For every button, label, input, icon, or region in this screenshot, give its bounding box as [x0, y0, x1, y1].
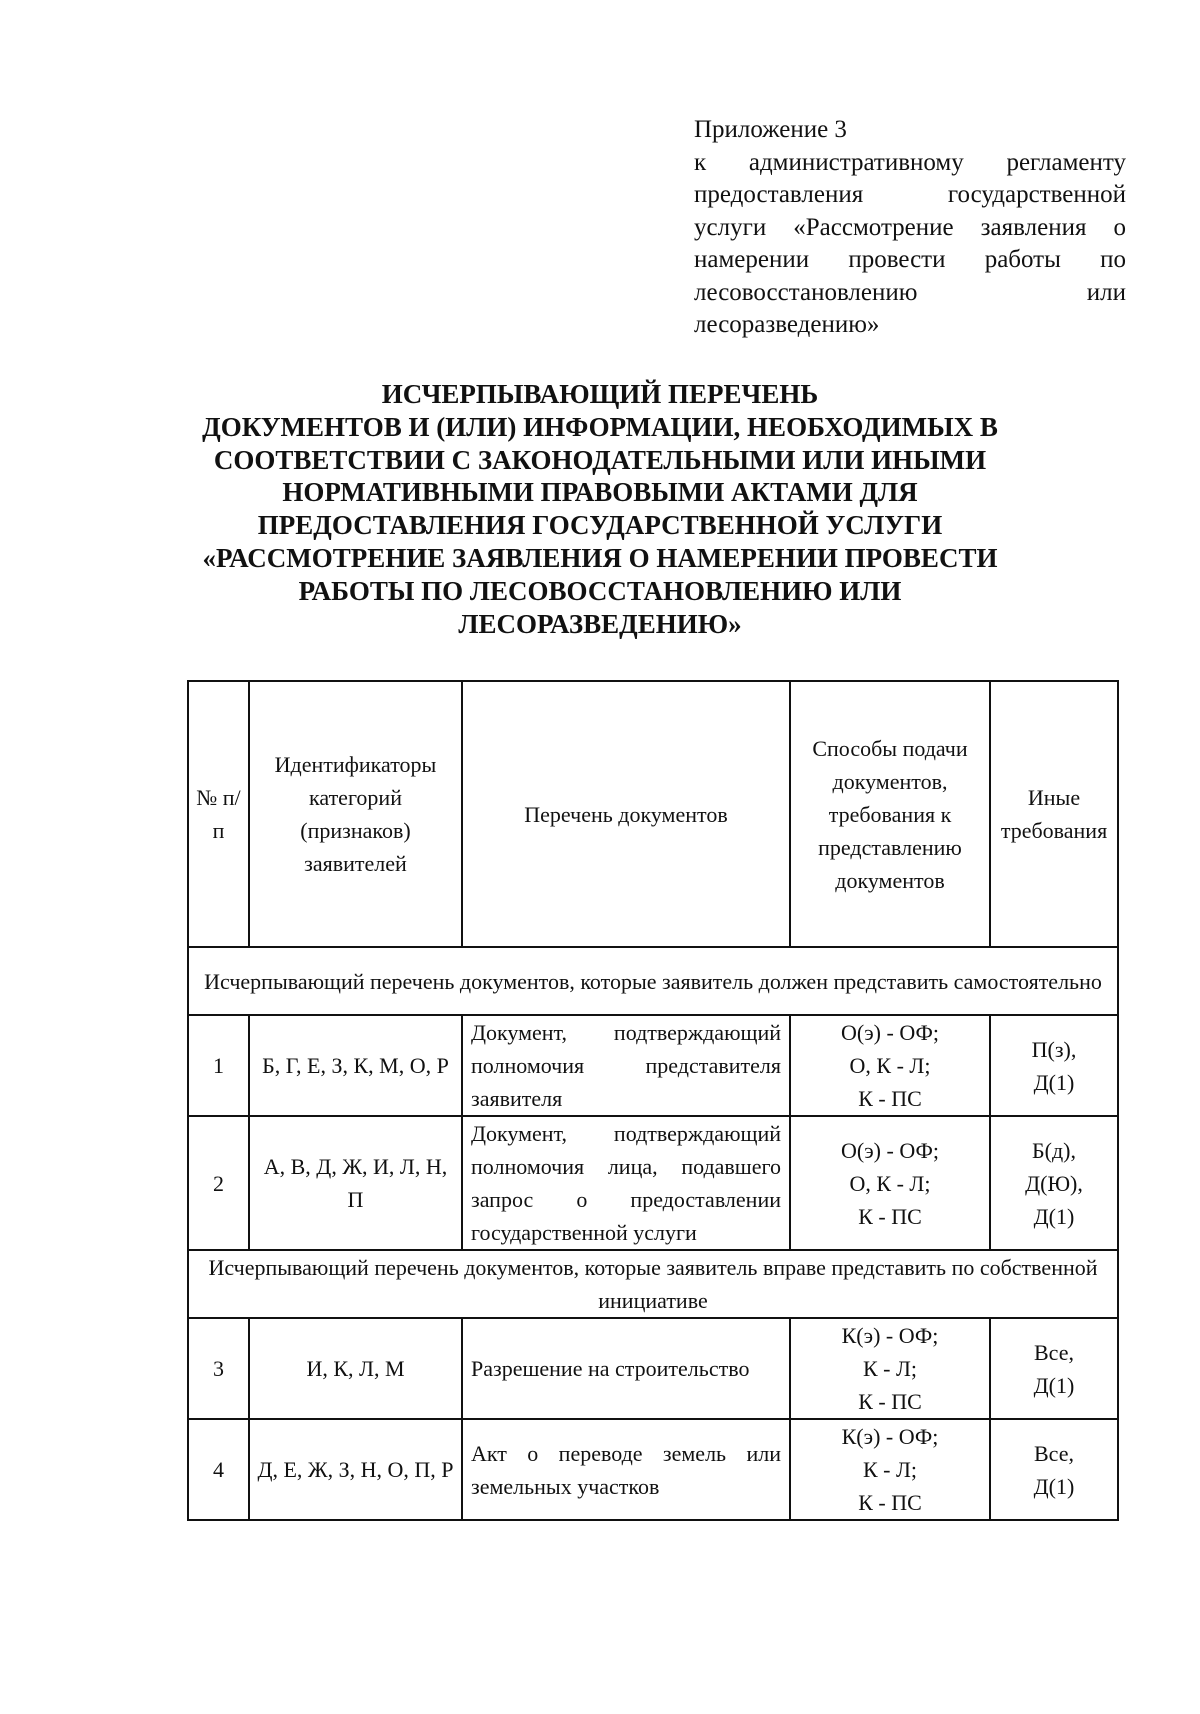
method-line: О, К - Л; [849, 1170, 931, 1196]
method-line: К - ПС [858, 1203, 922, 1229]
row-document: Документ, подтверждающий полномочия лица, подавшего запрос о предоставлении государственной услуги [462, 1116, 790, 1250]
table-row [188, 1116, 1118, 1250]
header-submission-methods: Способы подачи документов, требования к представлению документов [790, 681, 990, 947]
method-line: О(э) - ОФ; [841, 1020, 939, 1045]
requirement-line: Все, [1034, 1440, 1074, 1466]
requirement-line: П(з), [1031, 1036, 1077, 1062]
row-num: 1 [188, 1015, 249, 1116]
header-num: № п/п [188, 681, 249, 947]
row-applicant-ids: И, К, Л, М [249, 1318, 462, 1419]
row-document: Акт о переводе земель или земельных участков [462, 1419, 790, 1520]
section-row-mandatory [188, 947, 1118, 1015]
annex-block [694, 114, 1126, 342]
title-line: СООТВЕТСТВИИ С ЗАКОНОДАТЕЛЬНЫМИ ИЛИ ИНЫМИ [213, 444, 987, 475]
document-title [150, 378, 1050, 640]
header-other-requirements: Иные требования [990, 681, 1118, 947]
section-heading: Исчерпывающий перечень документов, которые заявитель вправе представить по собственной инициативе [188, 1250, 1118, 1318]
annex-line: лесоразведению» [694, 311, 880, 338]
row-num: 3 [188, 1318, 249, 1419]
title-line: РАБОТЫ ПО ЛЕСОВОССТАНОВЛЕНИЮ ИЛИ [298, 575, 902, 606]
section-row-optional [188, 1250, 1118, 1318]
method-line: О, К - Л; [849, 1053, 931, 1078]
requirement-line: Д(Ю), [1025, 1170, 1083, 1196]
table-row [188, 1419, 1118, 1520]
row-num: 2 [188, 1116, 249, 1250]
row-applicant-ids: Б, Г, Е, З, К, М, О, Р [249, 1015, 462, 1116]
method-line: К - ПС [858, 1490, 922, 1515]
title-line: НОРМАТИВНЫМИ ПРАВОВЫМИ АКТАМИ ДЛЯ [282, 477, 918, 508]
row-num: 4 [188, 1419, 249, 1520]
requirement-line: Д(1) [1033, 1473, 1075, 1499]
annex-line: намерении провести работы по [694, 246, 1126, 273]
method-line: О(э) - ОФ; [841, 1137, 939, 1163]
method-line: К(э) - ОФ; [841, 1424, 939, 1449]
method-line: К(э) - ОФ; [841, 1323, 939, 1348]
row-methods [790, 1116, 990, 1250]
header-applicant-ids: Идентификаторы категорий (признаков) заявителей [249, 681, 462, 947]
row-other-requirements [990, 1015, 1118, 1116]
requirement-line: Все, [1034, 1339, 1074, 1365]
row-other-requirements [990, 1116, 1118, 1250]
requirement-line: Д(1) [1033, 1372, 1075, 1398]
requirement-line: Д(1) [1033, 1203, 1075, 1229]
documents-table [187, 680, 1119, 1521]
annex-heading: Приложение 3 [694, 116, 847, 143]
annex-line: лесовосстановлению или [694, 278, 1126, 306]
section-heading: Исчерпывающий перечень документов, которые заявитель должен представить самостоятельно [188, 947, 1118, 1015]
title-line: ПРЕДОСТАВЛЕНИЯ ГОСУДАРСТВЕННОЙ УСЛУГИ [257, 510, 943, 541]
row-other-requirements [990, 1318, 1118, 1419]
row-document: Документ, подтверждающий полномочия представителя заявителя [462, 1015, 790, 1116]
annex-line: услуги «Рассмотрение заявления о [694, 213, 1126, 241]
requirement-line: Б(д), [1032, 1137, 1076, 1163]
row-applicant-ids: Д, Е, Ж, З, Н, О, П, Р [249, 1419, 462, 1520]
row-document: Разрешение на строительство [462, 1318, 790, 1419]
header-document-list: Перечень документов [462, 681, 790, 947]
requirement-line: Д(1) [1033, 1069, 1075, 1095]
title-line: ДОКУМЕНТОВ И (ИЛИ) ИНФОРМАЦИИ, НЕОБХОДИМЫХ В [202, 411, 998, 442]
method-line: К - ПС [858, 1086, 922, 1111]
method-line: К - ПС [858, 1389, 922, 1414]
table-row [188, 1015, 1118, 1116]
row-applicant-ids: А, В, Д, Ж, И, Л, Н, П [249, 1116, 462, 1250]
annex-line: предоставления государственной [694, 181, 1126, 208]
row-other-requirements [990, 1419, 1118, 1520]
row-methods [790, 1419, 990, 1520]
row-methods [790, 1015, 990, 1116]
row-methods [790, 1318, 990, 1419]
method-line: К - Л; [862, 1457, 918, 1482]
title-line: ЛЕСОРАЗВЕДЕНИЮ» [458, 608, 742, 639]
title-line: ИСЧЕРПЫВАЮЩИЙ ПЕРЕЧЕНЬ [381, 379, 819, 409]
title-line: «РАССМОТРЕНИЕ ЗАЯВЛЕНИЯ О НАМЕРЕНИИ ПРОВЕСТИ [202, 542, 998, 573]
annex-line: к административному регламенту [694, 148, 1126, 176]
method-line: К - Л; [862, 1356, 918, 1381]
table-header-row [188, 681, 1118, 947]
table-row [188, 1318, 1118, 1419]
